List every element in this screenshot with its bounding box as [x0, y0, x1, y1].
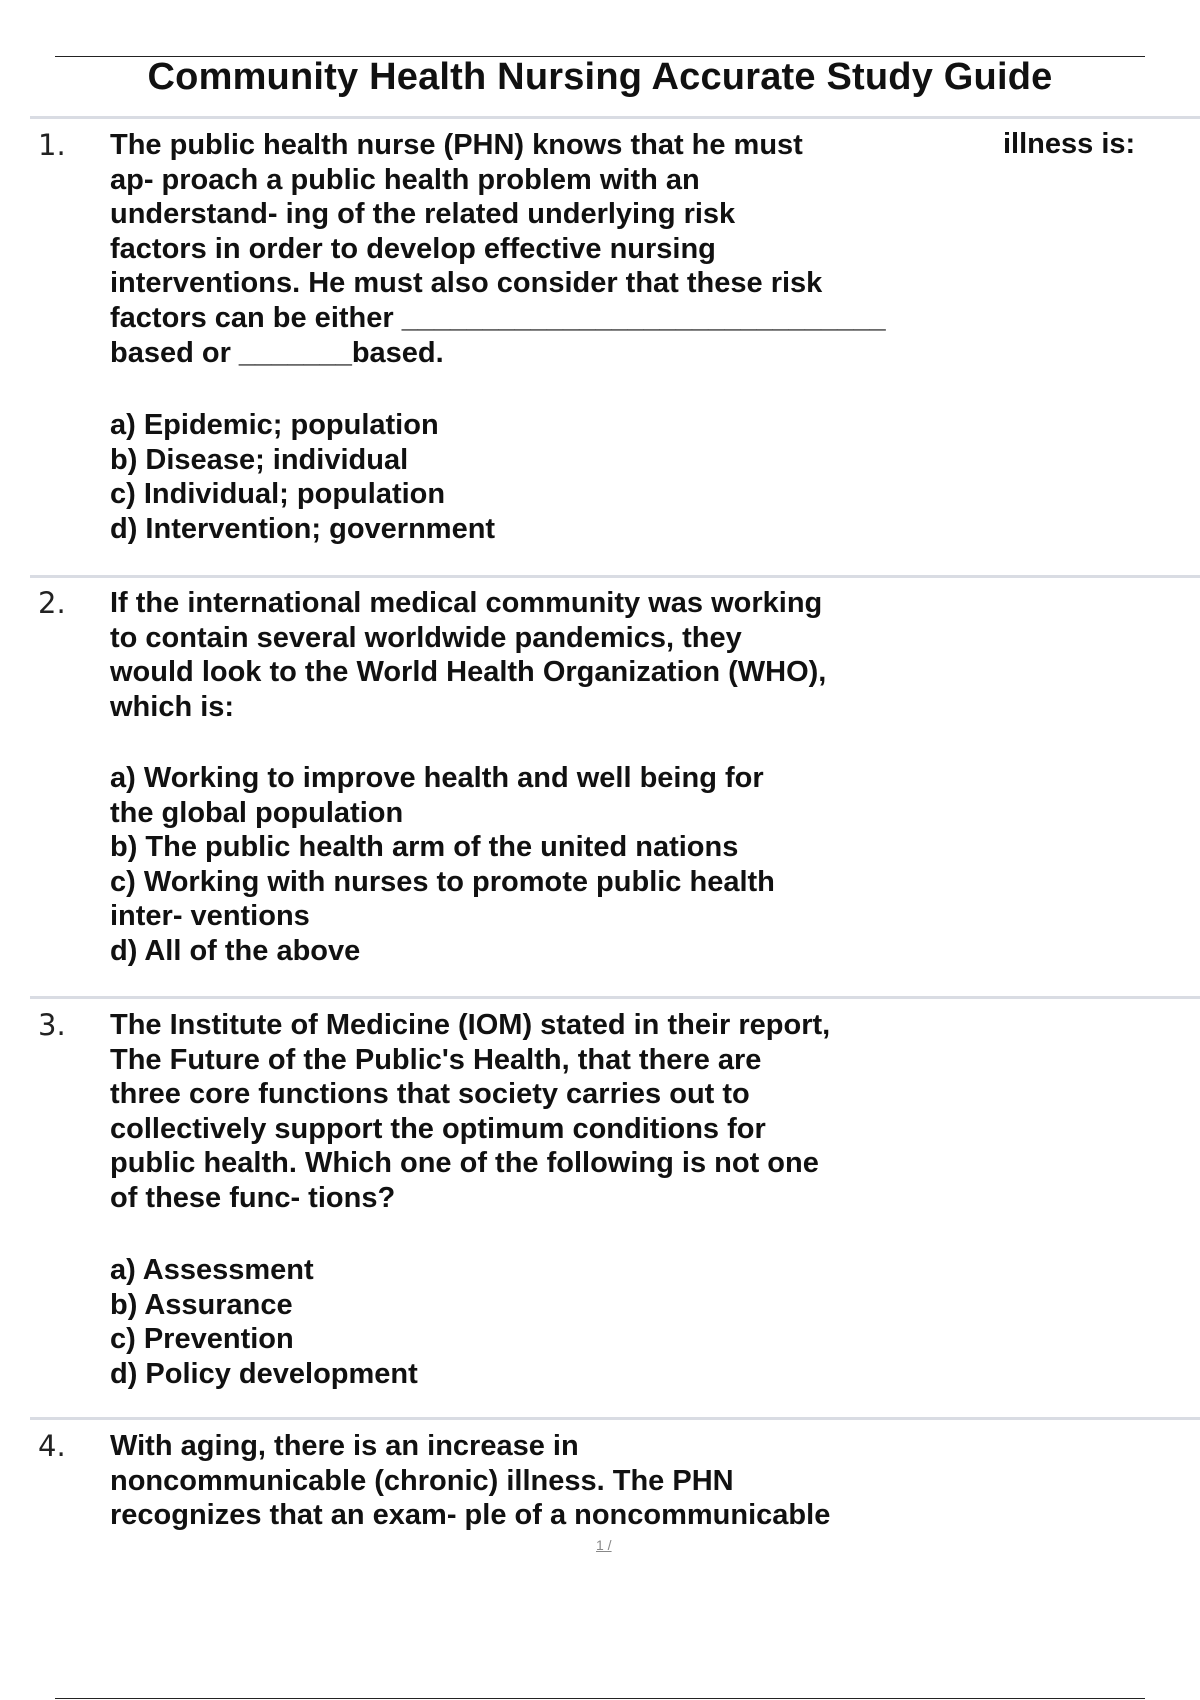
page-title: Community Health Nursing Accurate Study Guide	[147, 56, 1053, 98]
question-side-note: illness is:	[1003, 128, 1136, 160]
question-text: If the international medical community was working to contain several worldwide pandemics, they would look to the World Health Organization (WHO), which is:	[110, 587, 827, 723]
option-a[interactable]: a) Epidemic; population	[110, 409, 439, 441]
separator	[30, 996, 1200, 999]
option-d[interactable]: d) Intervention; government	[110, 512, 496, 545]
separator	[30, 116, 1200, 119]
option-c[interactable]: c) Working with nurses to promote public health inter- ventions	[110, 865, 775, 933]
question-text: With aging, there is an increase in noncommunicable (chronic) illness. The PHN recognizes that an exam- ple of a noncommunicable	[110, 1430, 831, 1532]
option-b[interactable]: b) The public health arm of the united nations	[110, 831, 739, 864]
answer-options	[110, 1253, 910, 1391]
question-number: 3.	[38, 1008, 66, 1042]
question-number: 1.	[38, 128, 66, 162]
bottom-rule	[55, 1698, 1145, 1699]
question-number: 4.	[38, 1429, 66, 1463]
question-text: The public health nurse (PHN) knows that he must ap- proach a public health problem with an understand- ing of the related underlying risk factors in order to develop effective nursing interventions. He must also consider that these risk factors can be either ______________________________ based or _______based.	[110, 129, 886, 369]
question-text: The Institute of Medicine (IOM) stated in their report, The Future of the Public's Health, that there are three core functions that society carries out to collectively support the optimum conditions for public health. Which one of the following is not one of these func- tions?	[110, 1009, 831, 1214]
option-d[interactable]: d) Policy development	[110, 1357, 418, 1390]
answer-options	[110, 408, 910, 546]
option-c[interactable]: c) Prevention	[110, 1323, 294, 1356]
option-a[interactable]: a) Assessment	[110, 1254, 314, 1286]
option-d[interactable]: d) All of the above	[110, 934, 361, 967]
option-a[interactable]: a) Working to improve health and well being for the global population	[110, 762, 764, 829]
page-number: 1 /	[596, 1537, 612, 1553]
separator	[30, 575, 1200, 578]
question-number: 2.	[38, 586, 66, 620]
separator	[30, 1417, 1200, 1420]
answer-options	[110, 761, 910, 969]
option-c[interactable]: c) Individual; population	[110, 478, 446, 511]
option-b[interactable]: b) Disease; individual	[110, 443, 409, 476]
option-b[interactable]: b) Assurance	[110, 1288, 293, 1321]
